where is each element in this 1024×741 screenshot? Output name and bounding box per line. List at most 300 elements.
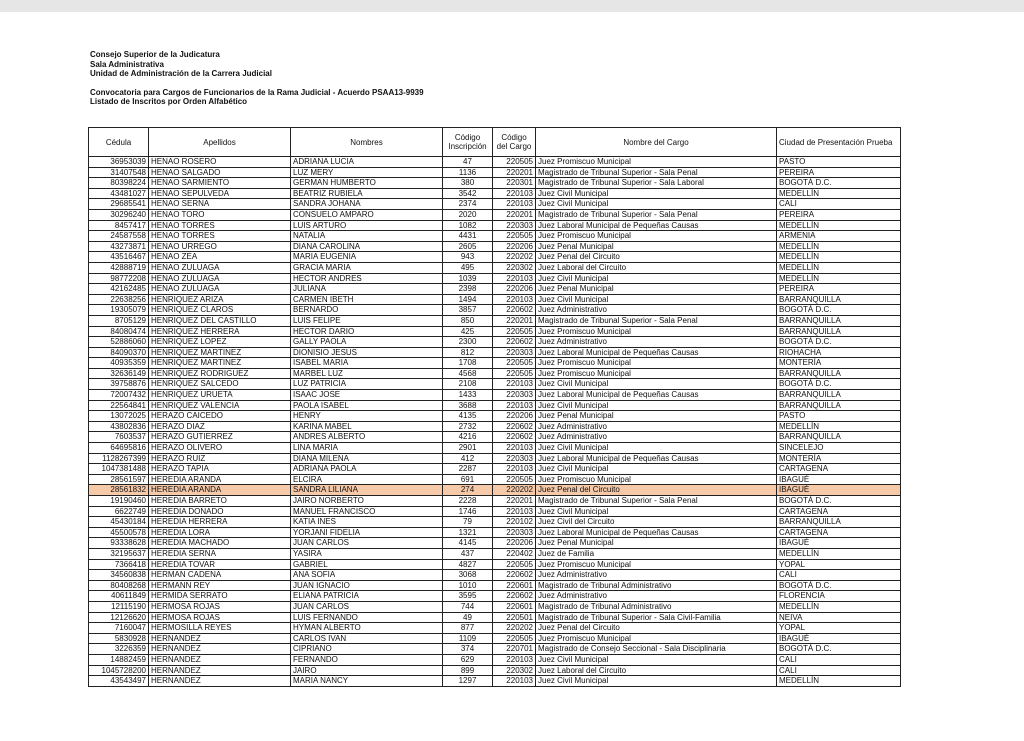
nombres-cell: BEATRIZ RUBIELA (291, 188, 443, 199)
codigo-cargo-cell: 220201 (493, 496, 536, 507)
nombre-cargo-cell: Magistrado de Tribunal Superior - Sala Penal (536, 167, 777, 178)
table-row (89, 485, 901, 496)
cedula-cell: 43802836 (89, 421, 149, 432)
nombres-cell: GRACIA MARIA (291, 262, 443, 273)
codigo-cargo-cell: 220303 (493, 347, 536, 358)
codigo-cargo-cell: 220303 (493, 220, 536, 231)
nombres-cell: NATALIA (291, 231, 443, 242)
ciudad-cell: MEDELLÍN (777, 601, 901, 612)
codigo-inscripcion-cell: 1297 (443, 676, 493, 687)
nombre-cargo-cell: Juez Penal Municipal (536, 241, 777, 252)
cedula-cell: 43481027 (89, 188, 149, 199)
ciudad-cell: BARRANQUILLA (777, 400, 901, 411)
apellidos-cell: HERNANDEZ (149, 633, 291, 644)
cedula-cell: 28561597 (89, 474, 149, 485)
table-row (89, 474, 901, 485)
codigo-cargo-cell: 220201 (493, 315, 536, 326)
nombre-cargo-cell: Juez Civil del Circuito (536, 517, 777, 528)
table-row (89, 347, 901, 358)
cedula-cell: 93338628 (89, 538, 149, 549)
nombres-cell: GALLY PAOLA (291, 337, 443, 348)
codigo-cargo-cell: 220103 (493, 443, 536, 454)
table-row (89, 623, 901, 634)
cedula-cell: 6622749 (89, 506, 149, 517)
nombres-cell: MARIA NANCY (291, 676, 443, 687)
codigo-inscripcion-cell: 2398 (443, 284, 493, 295)
codigo-inscripcion-cell: 1708 (443, 358, 493, 369)
ciudad-cell: BOGOTÁ D.C. (777, 379, 901, 390)
ciudad-cell: BARRANQUILLA (777, 432, 901, 443)
col-header-codigo-cargo: Código del Cargo (493, 128, 536, 157)
nombre-cargo-cell: Juez Civil Municipal (536, 294, 777, 305)
cedula-cell: 98772208 (89, 273, 149, 284)
table-row (89, 390, 901, 401)
table-row (89, 252, 901, 263)
codigo-inscripcion-cell: 3068 (443, 570, 493, 581)
codigo-inscripcion-cell: 4827 (443, 559, 493, 570)
nombre-cargo-cell: Magistrado de Tribunal Administrativo (536, 601, 777, 612)
apellidos-cell: HENRIQUEZ MARTINEZ (149, 347, 291, 358)
ciudad-cell: MEDELLÍN (777, 188, 901, 199)
nombre-cargo-cell: Juez Laboral del Circuito (536, 262, 777, 273)
apellidos-cell: HENAO ZULUAGA (149, 262, 291, 273)
nombres-cell: HENRY (291, 411, 443, 422)
table-row (89, 337, 901, 348)
nombre-cargo-cell: Juez Penal Municipal (536, 284, 777, 295)
codigo-cargo-cell: 220206 (493, 411, 536, 422)
ciudad-cell: MEDELLÍN (777, 220, 901, 231)
codigo-inscripcion-cell: 3688 (443, 400, 493, 411)
codigo-cargo-cell: 220302 (493, 665, 536, 676)
apellidos-cell: HENAO SALGADO (149, 167, 291, 178)
codigo-cargo-cell: 220103 (493, 273, 536, 284)
apellidos-cell: HERNANDEZ (149, 665, 291, 676)
codigo-cargo-cell: 220103 (493, 199, 536, 210)
codigo-inscripcion-cell: 4431 (443, 231, 493, 242)
codigo-cargo-cell: 220505 (493, 358, 536, 369)
apellidos-cell: HENRIQUEZ MARTINEZ (149, 358, 291, 369)
cedula-cell: 39758876 (89, 379, 149, 390)
ciudad-cell: BOGOTÁ D.C. (777, 644, 901, 655)
nombres-cell: ISAAC JOSE (291, 390, 443, 401)
cedula-cell: 32636149 (89, 368, 149, 379)
nombre-cargo-cell: Juez Civil Municipal (536, 443, 777, 454)
codigo-inscripcion-cell: 943 (443, 252, 493, 263)
nombres-cell: JULIANA (291, 284, 443, 295)
nombre-cargo-cell: Juez Civil Municipal (536, 676, 777, 687)
nombre-cargo-cell: Juez Promiscuo Municipal (536, 358, 777, 369)
apellidos-cell: HENRIQUEZ DEL CASTILLO (149, 315, 291, 326)
table-row (89, 464, 901, 475)
codigo-cargo-cell: 220303 (493, 453, 536, 464)
codigo-cargo-cell: 220602 (493, 305, 536, 316)
apellidos-cell: HEREDIA LORA (149, 527, 291, 538)
codigo-cargo-cell: 220505 (493, 368, 536, 379)
apellidos-cell: HENRIQUEZ URUETA (149, 390, 291, 401)
codigo-cargo-cell: 220206 (493, 241, 536, 252)
cedula-cell: 1128267399 (89, 453, 149, 464)
ciudad-cell: CARTAGENA (777, 464, 901, 475)
nombre-cargo-cell: Juez Penal del Circuito (536, 485, 777, 496)
codigo-cargo-cell: 220602 (493, 337, 536, 348)
cedula-cell: 29685541 (89, 199, 149, 210)
nombres-cell: BERNARDO (291, 305, 443, 316)
header-line-5: Listado de Inscritos por Orden Alfabético (90, 97, 248, 106)
codigo-inscripcion-cell: 4568 (443, 368, 493, 379)
codigo-inscripcion-cell: 425 (443, 326, 493, 337)
apellidos-cell: HENAO SARMIENTO (149, 178, 291, 189)
cedula-cell: 72007432 (89, 390, 149, 401)
apellidos-cell: HERAZO TAPIA (149, 464, 291, 475)
nombres-cell: HECTOR ANDRES (291, 273, 443, 284)
apellidos-cell: HERAZO RUIZ (149, 453, 291, 464)
cedula-cell: 43543497 (89, 676, 149, 687)
nombre-cargo-cell: Juez Civil Municipal (536, 379, 777, 390)
col-header-ciudad: Ciudad de Presentación Prueba (777, 128, 901, 157)
table-row (89, 421, 901, 432)
table-row (89, 559, 901, 570)
cedula-cell: 12126620 (89, 612, 149, 623)
ciudad-cell: BOGOTÁ D.C. (777, 337, 901, 348)
codigo-inscripcion-cell: 380 (443, 178, 493, 189)
codigo-inscripcion-cell: 3542 (443, 188, 493, 199)
codigo-cargo-cell: 220505 (493, 231, 536, 242)
apellidos-cell: HERAZO GUTIERREZ (149, 432, 291, 443)
apellidos-cell: HEREDIA BARRETO (149, 496, 291, 507)
codigo-cargo-cell: 220103 (493, 188, 536, 199)
nombre-cargo-cell: Juez Laboral Municipal de Pequeñas Causas (536, 347, 777, 358)
cedula-cell: 45430184 (89, 517, 149, 528)
cedula-cell: 32195637 (89, 548, 149, 559)
codigo-cargo-cell: 220701 (493, 644, 536, 655)
table-row (89, 443, 901, 454)
nombre-cargo-cell: Juez Administrativo (536, 570, 777, 581)
nombres-cell: ELIANA PATRICIA (291, 591, 443, 602)
apellidos-cell: HERMAN CADENA (149, 570, 291, 581)
codigo-inscripcion-cell: 49 (443, 612, 493, 623)
top-strip (0, 0, 1024, 12)
apellidos-cell: HENRIQUEZ LOPEZ (149, 337, 291, 348)
nombres-cell: SANDRA LILIANA (291, 485, 443, 496)
apellidos-cell: HENAO ZULUAGA (149, 284, 291, 295)
nombres-cell: ELCIRA (291, 474, 443, 485)
nombre-cargo-cell: Juez de Familia (536, 548, 777, 559)
table-row (89, 496, 901, 507)
cedula-cell: 7160047 (89, 623, 149, 634)
codigo-inscripcion-cell: 495 (443, 262, 493, 273)
codigo-cargo-cell: 220103 (493, 400, 536, 411)
codigo-cargo-cell: 220602 (493, 432, 536, 443)
nombre-cargo-cell: Juez Administrativo (536, 305, 777, 316)
apellidos-cell: HERMOSA ROJAS (149, 601, 291, 612)
nombre-cargo-cell: Juez Promiscuo Municipal (536, 326, 777, 337)
cedula-cell: 12115190 (89, 601, 149, 612)
table-row (89, 209, 901, 220)
ciudad-cell: CARTAGENA (777, 506, 901, 517)
cedula-cell: 22638256 (89, 294, 149, 305)
table-row (89, 241, 901, 252)
codigo-inscripcion-cell: 3595 (443, 591, 493, 602)
codigo-cargo-cell: 220505 (493, 633, 536, 644)
codigo-cargo-cell: 220302 (493, 262, 536, 273)
ciudad-cell: BARRANQUILLA (777, 368, 901, 379)
cedula-cell: 3226359 (89, 644, 149, 655)
codigo-cargo-cell: 220202 (493, 252, 536, 263)
ciudad-cell: FLORENCIA (777, 591, 901, 602)
nombre-cargo-cell: Juez Civil Municipal (536, 273, 777, 284)
cedula-cell: 5830928 (89, 633, 149, 644)
cedula-cell: 8457417 (89, 220, 149, 231)
ciudad-cell: CALI (777, 654, 901, 665)
apellidos-cell: HENRIQUEZ HERRERA (149, 326, 291, 337)
nombres-cell: GERMAN HUMBERTO (291, 178, 443, 189)
cedula-cell: 28561832 (89, 485, 149, 496)
codigo-inscripcion-cell: 1321 (443, 527, 493, 538)
codigo-inscripcion-cell: 274 (443, 485, 493, 496)
ciudad-cell: BARRANQUILLA (777, 294, 901, 305)
codigo-inscripcion-cell: 437 (443, 548, 493, 559)
col-header-nombre-cargo: Nombre del Cargo (536, 128, 777, 157)
codigo-cargo-cell: 220103 (493, 379, 536, 390)
nombre-cargo-cell: Juez Penal Municipal (536, 411, 777, 422)
nombres-cell: ANDRES ALBERTO (291, 432, 443, 443)
nombre-cargo-cell: Magistrado de Tribunal Superior - Sala Penal (536, 209, 777, 220)
apellidos-cell: HENRIQUEZ SALCEDO (149, 379, 291, 390)
table-row (89, 411, 901, 422)
ciudad-cell: MONTERÍA (777, 358, 901, 369)
nombres-cell: JUAN CARLOS (291, 601, 443, 612)
codigo-cargo-cell: 220103 (493, 294, 536, 305)
apellidos-cell: HENRIQUEZ CLAROS (149, 305, 291, 316)
apellidos-cell: HENRIQUEZ ARIZA (149, 294, 291, 305)
nombre-cargo-cell: Magistrado de Consejo Seccional - Sala Disciplinaria (536, 644, 777, 655)
nombres-cell: YORJANI FIDELIA (291, 527, 443, 538)
table-row (89, 506, 901, 517)
table-row (89, 262, 901, 273)
nombres-cell: MARIA EUGENIA (291, 252, 443, 263)
ciudad-cell: CALI (777, 570, 901, 581)
document-header (90, 50, 424, 107)
cedula-cell: 19190460 (89, 496, 149, 507)
nombres-cell: CARLOS IVAN (291, 633, 443, 644)
ciudad-cell: YOPAL (777, 623, 901, 634)
ciudad-cell: MEDELLÍN (777, 548, 901, 559)
nombres-cell: JUAN CARLOS (291, 538, 443, 549)
ciudad-cell: PASTO (777, 411, 901, 422)
table-row (89, 654, 901, 665)
ciudad-cell: MEDELLÍN (777, 273, 901, 284)
nombres-cell: MARBEL LUZ (291, 368, 443, 379)
codigo-inscripcion-cell: 1010 (443, 580, 493, 591)
nombres-cell: DIANA CAROLINA (291, 241, 443, 252)
codigo-cargo-cell: 220303 (493, 390, 536, 401)
table-row (89, 580, 901, 591)
apellidos-cell: HENAO ZULUAGA (149, 273, 291, 284)
apellidos-cell: HERNANDEZ (149, 676, 291, 687)
cedula-cell: 24587558 (89, 231, 149, 242)
nombre-cargo-cell: Magistrado de Tribunal Superior - Sala Civil-Familia (536, 612, 777, 623)
apellidos-cell: HERAZO OLIVERO (149, 443, 291, 454)
apellidos-cell: HENRIQUEZ VALENCIA (149, 400, 291, 411)
apellidos-cell: HENAO TORRES (149, 220, 291, 231)
codigo-inscripcion-cell: 4135 (443, 411, 493, 422)
codigo-cargo-cell: 220201 (493, 167, 536, 178)
codigo-inscripcion-cell: 3857 (443, 305, 493, 316)
codigo-inscripcion-cell: 2605 (443, 241, 493, 252)
apellidos-cell: HERMIDA SERRATO (149, 591, 291, 602)
codigo-cargo-cell: 220601 (493, 580, 536, 591)
nombres-cell: HYMAN ALBERTO (291, 623, 443, 634)
table-row (89, 601, 901, 612)
table-row (89, 284, 901, 295)
cedula-cell: 52886060 (89, 337, 149, 348)
codigo-inscripcion-cell: 850 (443, 315, 493, 326)
codigo-cargo-cell: 220602 (493, 570, 536, 581)
ciudad-cell: YOPAL (777, 559, 901, 570)
ciudad-cell: MONTERÍA (777, 453, 901, 464)
cedula-cell: 45500578 (89, 527, 149, 538)
codigo-cargo-cell: 220505 (493, 326, 536, 337)
codigo-inscripcion-cell: 744 (443, 601, 493, 612)
nombre-cargo-cell: Juez Promiscuo Municipal (536, 157, 777, 168)
nombres-cell: ISABEL MARIA (291, 358, 443, 369)
col-header-codigo-inscripcion: Código Inscripción (443, 128, 493, 157)
nombres-cell: CONSUELO AMPARO (291, 209, 443, 220)
codigo-cargo-cell: 220103 (493, 676, 536, 687)
cedula-cell: 36953039 (89, 157, 149, 168)
ciudad-cell: PEREIRA (777, 284, 901, 295)
apellidos-cell: HENAO SEPULVEDA (149, 188, 291, 199)
apellidos-cell: HEREDIA ARANDA (149, 485, 291, 496)
apellidos-cell: HERNANDEZ (149, 644, 291, 655)
ciudad-cell: MEDELLÍN (777, 262, 901, 273)
cedula-cell: 84080474 (89, 326, 149, 337)
codigo-cargo-cell: 220103 (493, 506, 536, 517)
cedula-cell: 84090370 (89, 347, 149, 358)
table-row (89, 570, 901, 581)
codigo-inscripcion-cell: 2287 (443, 464, 493, 475)
ciudad-cell: PASTO (777, 157, 901, 168)
apellidos-cell: HERNANDEZ (149, 654, 291, 665)
apellidos-cell: HENAO TORRES (149, 231, 291, 242)
table-row (89, 665, 901, 676)
codigo-cargo-cell: 220202 (493, 623, 536, 634)
ciudad-cell: BARRANQUILLA (777, 326, 901, 337)
codigo-inscripcion-cell: 877 (443, 623, 493, 634)
nombres-cell: PAOLA ISABEL (291, 400, 443, 411)
nombres-cell: DIONISIO JESUS (291, 347, 443, 358)
nombre-cargo-cell: Magistrado de Tribunal Superior - Sala Penal (536, 496, 777, 507)
table-row (89, 517, 901, 528)
codigo-inscripcion-cell: 899 (443, 665, 493, 676)
apellidos-cell: HEREDIA TOVAR (149, 559, 291, 570)
nombre-cargo-cell: Juez Civil Municipal (536, 199, 777, 210)
codigo-inscripcion-cell: 1039 (443, 273, 493, 284)
col-header-apellidos: Apellidos (149, 128, 291, 157)
nombres-cell: SANDRA JOHANA (291, 199, 443, 210)
apellidos-cell: HENAO ZEA (149, 252, 291, 263)
codigo-inscripcion-cell: 1433 (443, 390, 493, 401)
table-row (89, 612, 901, 623)
codigo-cargo-cell: 220103 (493, 464, 536, 475)
ciudad-cell: IBAGUÉ (777, 474, 901, 485)
nombres-cell: DIANA MILENA (291, 453, 443, 464)
nombres-cell: LUIS FERNANDO (291, 612, 443, 623)
table-body (89, 157, 901, 687)
nombre-cargo-cell: Juez Civil Municipal (536, 654, 777, 665)
codigo-inscripcion-cell: 691 (443, 474, 493, 485)
codigo-cargo-cell: 220102 (493, 517, 536, 528)
nombres-cell: GABRIEL (291, 559, 443, 570)
table-row (89, 633, 901, 644)
nombres-cell: LUZ MERY (291, 167, 443, 178)
table-row (89, 157, 901, 168)
apellidos-cell: HEREDIA SERNA (149, 548, 291, 559)
ciudad-cell: SINCELEJO (777, 443, 901, 454)
codigo-cargo-cell: 220505 (493, 559, 536, 570)
cedula-cell: 7603537 (89, 432, 149, 443)
nombre-cargo-cell: Juez Civil Municipal (536, 188, 777, 199)
table-row (89, 231, 901, 242)
apellidos-cell: HENAO ROSERO (149, 157, 291, 168)
table-row (89, 368, 901, 379)
apellidos-cell: HEREDIA ARANDA (149, 474, 291, 485)
cedula-cell: 13072025 (89, 411, 149, 422)
codigo-inscripcion-cell: 79 (443, 517, 493, 528)
codigo-cargo-cell: 220402 (493, 548, 536, 559)
apellidos-cell: HENAO SERNA (149, 199, 291, 210)
nombre-cargo-cell: Juez Promiscuo Municipal (536, 231, 777, 242)
col-header-nombres: Nombres (291, 128, 443, 157)
apellidos-cell: HEREDIA MACHADO (149, 538, 291, 549)
nombre-cargo-cell: Juez Promiscuo Municipal (536, 474, 777, 485)
apellidos-cell: HERMOSILLA REYES (149, 623, 291, 634)
codigo-inscripcion-cell: 4216 (443, 432, 493, 443)
nombre-cargo-cell: Juez Promiscuo Municipal (536, 559, 777, 570)
cedula-cell: 43273871 (89, 241, 149, 252)
nombres-cell: ANA SOFIA (291, 570, 443, 581)
nombre-cargo-cell: Juez Penal del Circuito (536, 623, 777, 634)
nombres-cell: LUIS ARTURO (291, 220, 443, 231)
nombres-cell: KARINA MABEL (291, 421, 443, 432)
nombre-cargo-cell: Juez Penal Municipal (536, 538, 777, 549)
apellidos-cell: HENRIQUEZ RODRIGUEZ (149, 368, 291, 379)
nombres-cell: CARMEN IBETH (291, 294, 443, 305)
ciudad-cell: MEDELLÍN (777, 676, 901, 687)
codigo-inscripcion-cell: 2374 (443, 199, 493, 210)
ciudad-cell: MEDELLÍN (777, 421, 901, 432)
table-row (89, 538, 901, 549)
codigo-inscripcion-cell: 2732 (443, 421, 493, 432)
apellidos-cell: HERAZO DIAZ (149, 421, 291, 432)
table-row (89, 453, 901, 464)
nombres-cell: KATIA INES (291, 517, 443, 528)
table-row (89, 400, 901, 411)
nombre-cargo-cell: Magistrado de Tribunal Superior - Sala Penal (536, 315, 777, 326)
ciudad-cell: RIOHACHA (777, 347, 901, 358)
table-row (89, 305, 901, 316)
cedula-cell: 34560838 (89, 570, 149, 581)
cedula-cell: 7366418 (89, 559, 149, 570)
nombres-cell: FERNANDO (291, 654, 443, 665)
codigo-inscripcion-cell: 629 (443, 654, 493, 665)
nombre-cargo-cell: Magistrado de Tribunal Superior - Sala Laboral (536, 178, 777, 189)
table-row (89, 294, 901, 305)
table-row (89, 273, 901, 284)
codigo-inscripcion-cell: 2020 (443, 209, 493, 220)
codigo-inscripcion-cell: 1746 (443, 506, 493, 517)
cedula-cell: 8705129 (89, 315, 149, 326)
